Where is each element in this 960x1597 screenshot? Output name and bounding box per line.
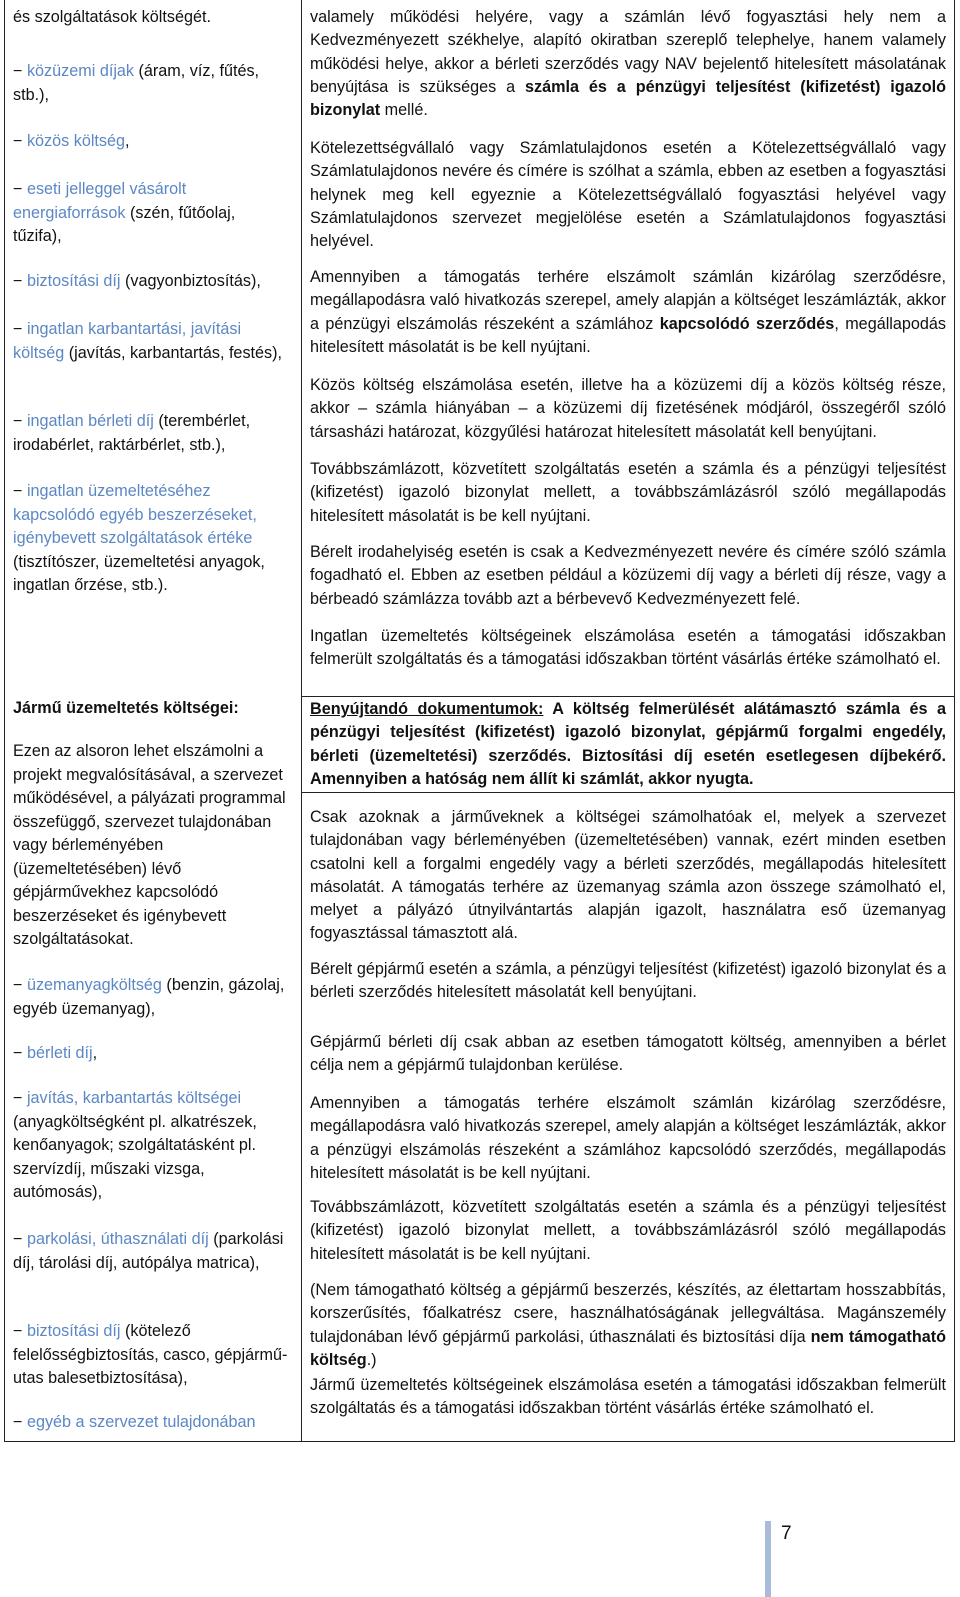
description-paragraph: Gépjármű bérleti díj csak abban az esetben támogatott költség, amennyiben a bérlet célja nem a gépjármű tulajdonban kerülése. <box>310 1033 946 1075</box>
description-paragraph: Bérelt irodahelyiség esetén is csak a Kedvezményezett nevére és címére szóló számla fogadható el. Ebben az esetben például a közüzemi díj vagy a bérleti díj része, vagy a bérbeadó számlázza tovább azt a bérbevevő Kedvezményezett felé. <box>310 543 946 608</box>
description-paragraph: Ingatlan üzemeltetés költségeinek elszámolása esetén a támogatási időszakban felmerült szolgáltatás és a támogatási időszakban történt vásárlás értéke számolható el. <box>310 627 946 669</box>
description-paragraph: Közös költség elszámolása esetén, illetve ha a közüzemi díj a közös költség része, akkor – számla hiányában – a közüzemi díj fizetésének módjáról, összegéről szóló társasházi határozat, közgyűlési határozat hitelesített másolatát kell benyújtani. <box>310 376 946 441</box>
list-item: − parkolási, úthasználati díj (parkolási díj, tárolási díj, autópálya matrica), <box>13 1230 284 1272</box>
list-item: − eseti jelleggel vásárolt energiaforrások (szén, fűtőolaj, tűzifa), <box>13 180 236 245</box>
list-item: − bérleti díj, <box>13 1044 98 1062</box>
list-item: − egyéb a szervezet tulajdonában <box>13 1413 256 1431</box>
page-number-bar <box>765 1521 771 1597</box>
description-paragraph: Jármű üzemeltetés költségeinek elszámolása esetén a támogatási időszakban felmerült szolgáltatás és a támogatási időszakban történt vásárlás értéke számolható el. <box>310 1376 946 1418</box>
list-item: − ingatlan karbantartási, javítási költség (javítás, karbantartás, festés), <box>13 320 283 362</box>
list-item: − közös költség, <box>13 132 130 150</box>
cost-category-column <box>5 0 302 1441</box>
left-text: és szolgáltatások költségét. <box>13 8 211 26</box>
description-paragraph: Kötelezettségvállaló vagy Számlatulajdonos esetén a Kötelezettségvállaló vagy Számlatulajdonos nevére és címére is szólhat a számla, ebben az esetben a fogyasztási helynek meg kell egyeznie a Kötelezettségvállaló fogyasztási helyével vagy Számlatulajdonos szervezet megjelölése esetén a Számlatulajdonos fogyasztási helyével. <box>310 139 946 251</box>
list-item: − ingatlan bérleti díj (terembérlet, irodabérlet, raktárbérlet, stb.), <box>13 412 251 454</box>
description-paragraph: Bérelt gépjármű esetén a számla, a pénzügyi teljesítést (kifizetést) igazoló bizonylat és a bérleti szerződés hitelesített másolatát kell benyújtani. <box>310 960 946 1002</box>
description-paragraph: Csak azoknak a járműveknek a költségei számolhatóak el, melyek a szervezet tulajdonában vagy bérleményében (üzemeltetésében) vannak, ezért minden esetben csatolni kell a forgalmi engedély vagy a bérleti szerződés, megállapodás hitelesített másolatát. A támogatás terhére az üzemanyag számla azon összege számolható el, melyet a pályázó útnyilvántartás alapján igazolt, használatra eső üzemanyag fogyasztással támasztott alá. <box>310 808 946 943</box>
page-number: 7 <box>781 1523 792 1544</box>
description-paragraph: Amennyiben a támogatás terhére elszámolt számlán kizárólag szerződésre, megállapodásra való hivatkozás szerepel, amely alapján a költséget leszámlázták, akkor a pénzügyi elszámolás részeként a számlához kapcsolódó szerződés, megállapodás hitelesített másolatát is be kell nyújtani. <box>310 1094 946 1182</box>
description-paragraph: valamely működési helyére, vagy a számlán lévő fogyasztási hely nem a Kedvezményezett székhelye, alapító okiratban szereplő telephelye, hanem valamely működési helye, akkor a bérleti szerződés vagy NAV bejelentő hitelesített másolatának benyújtása is szükséges a számla és a pénzügyi teljesítést (kifizetést) igazoló bizonylat mellé. <box>310 8 946 120</box>
description-paragraph: (Nem támogatható költség a gépjármű beszerzés, készítés, az élettartam hosszabbítás, korszerűsítés, főalkatrész csere, használhatóságának jellegváltása. Magánszemély tulajdonában lévő gépjármű parkolási, úthasználati és biztosítási díja nem támogatható költség.) <box>310 1281 946 1369</box>
list-item: − üzemanyagköltség (benzin, gázolaj, egyéb üzemanyag), <box>13 976 285 1018</box>
section-heading: Jármű üzemeltetés költségei: <box>13 699 239 717</box>
cost-description-column <box>302 0 954 1441</box>
list-item: − javítás, karbantartás költségei (anyagköltségként pl. alkatrészek, kenőanyagok; szolgáltatásként pl. szervízdíj, műszaki vizsga, autómosás), <box>13 1089 257 1201</box>
description-paragraph: Amennyiben a támogatás terhére elszámolt számlán kizárólag szerződésre, megállapodásra való hivatkozás szerepel, amely alapján a költséget leszámlázták, akkor a pénzügyi elszámolás részeként a számlához kapcsolódó szerződés, megállapodás hitelesített másolatát is be kell nyújtani. <box>310 268 946 356</box>
list-item: − közüzemi díjak (áram, víz, fűtés, stb.), <box>13 62 260 104</box>
list-item: − biztosítási díj (vagyonbiztosítás), <box>13 272 261 290</box>
left-text: Ezen az alsoron lehet elszámolni a projekt megvalósításával, a szervezet működésével, a pályázati programmal összefüggő, szervezet tulajdonában vagy bérleményében (üzemeltetésében) lévő gépjárművekhez kapcsolódó beszerzéseket és igénybevett szolgáltatásokat. <box>13 742 286 948</box>
description-paragraph: Továbbszámlázott, közvetített szolgáltatás esetén a számla és a pénzügyi teljesítést (kifizetést) igazoló bizonylat mellett, a továbbszámlázásról szóló megállapodás hitelesített másolatát is be kell nyújtani. <box>310 1198 946 1263</box>
cost-table <box>4 0 955 1442</box>
description-paragraph: Továbbszámlázott, közvetített szolgáltatás esetén a számla és a pénzügyi teljesítést (kifizetést) igazoló bizonylat mellett, a továbbszámlázásról szóló megállapodás hitelesített másolatát is be kell nyújtani. <box>310 460 946 525</box>
list-item: − biztosítási díj (kötelező felelősségbiztosítás, casco, gépjármű-utas balesetbiztosítása), <box>13 1322 288 1387</box>
required-documents: Benyújtandó dokumentumok: A költség felmerülését alátámasztó számla és a pénzügyi teljesítést (kifizetést) igazoló bizonylat, gépjármű forgalmi engedély, bérleti (üzemeltetési) szerződés. Biztosítási díj esetén esetlegesen díjbekérő. Amennyiben a hatóság nem állít ki számlát, akkor nyugta. <box>302 696 954 793</box>
list-item: − ingatlan üzemeltetéséhez kapcsolódó egyéb beszerzéseket, igénybevett szolgáltatások értéke (tisztítószer, üzemeltetési anyagok, ingatlan őrzése, stb.). <box>13 482 265 594</box>
